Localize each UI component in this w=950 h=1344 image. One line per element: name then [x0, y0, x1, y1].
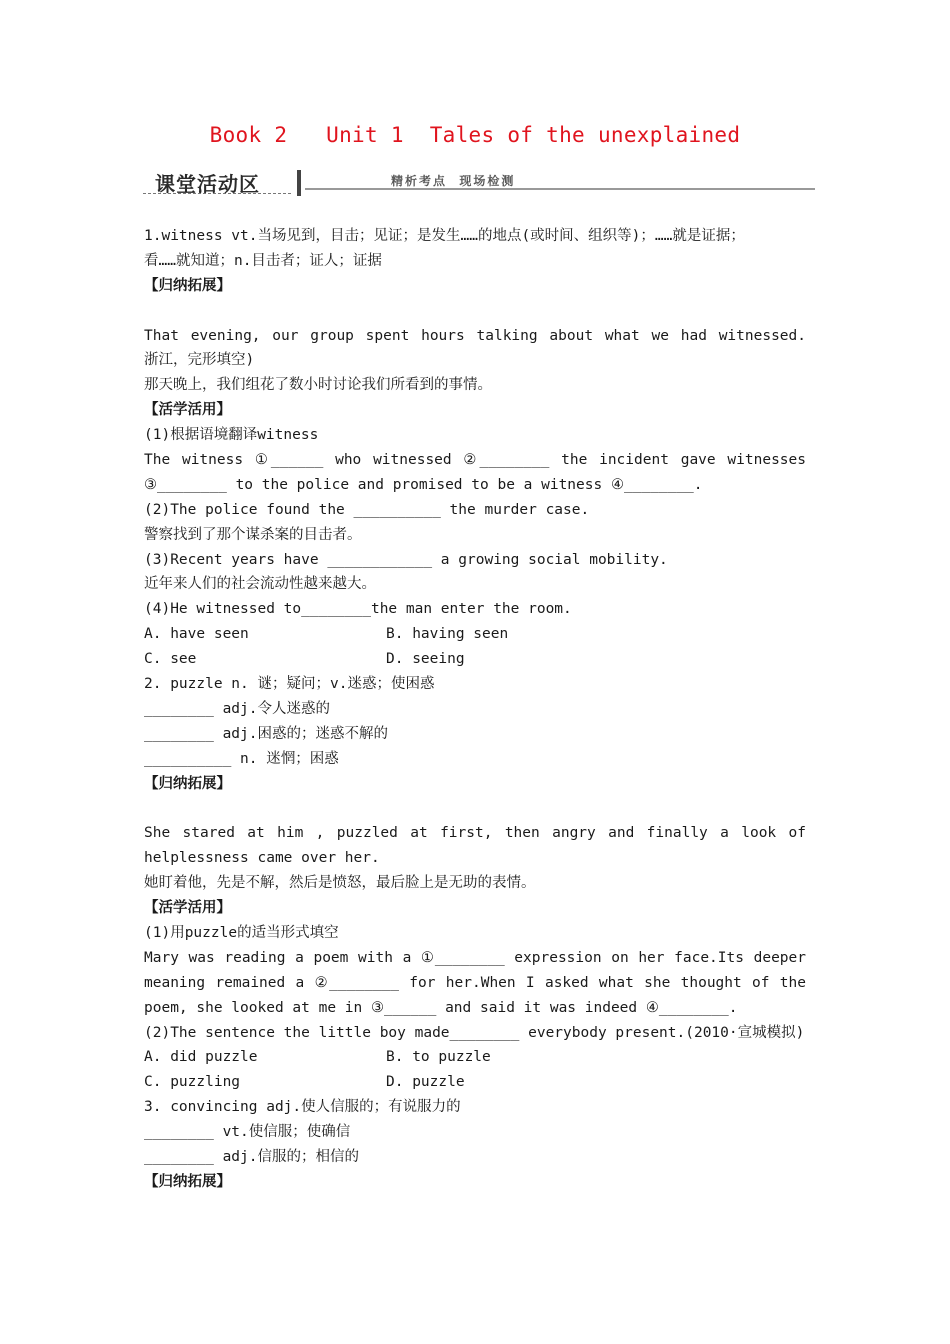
- section-heading: 【归纳拓展】: [144, 277, 231, 294]
- banner-label: 课堂活动区: [155, 172, 260, 196]
- exercise-line: meaning remained a ②________ for her.When I asked what she thought of the: [144, 974, 806, 991]
- entry-definition: 看……就知道；n.目击者；证人；证据: [144, 252, 382, 269]
- exercise-line: poem, she looked at me in ③______ and said it was indeed ④________.: [144, 999, 738, 1016]
- banner-dashed-underline: [143, 193, 291, 194]
- banner-rule: [305, 188, 815, 190]
- exercise-line: (4)He witnessed to________the man enter the room.: [144, 601, 572, 618]
- choice-option: A. have seen: [144, 626, 249, 643]
- section-heading: 【活学活用】: [144, 900, 231, 917]
- blank-line: [144, 299, 806, 324]
- choice-option: D. puzzle: [386, 1074, 465, 1091]
- exercise-line: The witness ①______ who witnessed ②________ the incident gave witnesses: [144, 452, 806, 469]
- choice-option: C. puzzling: [144, 1074, 241, 1091]
- exercise-line: (2)The sentence the little boy made________ everybody present.(2010·宣城模拟): [144, 1024, 805, 1041]
- banner-separator-bar: [297, 170, 301, 196]
- exercise-line: (3)Recent years have ____________ a growing social mobility.: [144, 551, 668, 568]
- choice-option: D. seeing: [386, 651, 465, 668]
- example-translation: 她盯着他，先是不解，然后是愤怒，最后脸上是无助的表情。: [144, 875, 536, 892]
- exercise-line: (2)The police found the __________ the murder case.: [144, 501, 590, 518]
- blank-line: [144, 796, 806, 821]
- choice-row: [144, 647, 806, 672]
- word-form-line: ________ adj.困惑的；迷惑不解的: [144, 725, 388, 742]
- banner-subtitle: 精析考点 现场检测: [391, 174, 516, 188]
- section-heading: 【归纳拓展】: [144, 775, 231, 792]
- word-form-line: ________ adj.令人迷惑的: [144, 700, 330, 717]
- section-banner: [143, 166, 815, 196]
- choice-option: B. to puzzle: [386, 1049, 491, 1066]
- section-heading: 【归纳拓展】: [144, 1173, 231, 1190]
- entry-heading: 1.witness vt.当场见到，目击；见证；是发生……的地点(或时间、组织等)；……就是证据；: [144, 228, 745, 244]
- page-title: Book 2 Unit 1 Tales of the unexplained: [209, 123, 741, 147]
- example-sentence: helplessness came over her.: [144, 850, 380, 867]
- choice-row: [144, 1070, 806, 1095]
- word-form-line: __________ n. 迷惘；困惑: [144, 750, 339, 767]
- choice-row: [144, 1045, 806, 1070]
- choice-option: C. see: [144, 651, 197, 668]
- exercise-line: ③________ to the police and promised to be a witness ④________.: [144, 476, 703, 493]
- exercise-translation: 近年来人们的社会流动性越来越大。: [144, 576, 376, 593]
- choice-row: [144, 622, 806, 647]
- entry-heading: 3. convincing adj.使人信服的；有说服力的: [144, 1099, 461, 1116]
- entry-heading: 2. puzzle n. 谜；疑问；v.迷惑；使困惑: [144, 676, 435, 693]
- document-body: [144, 224, 806, 1195]
- example-translation: 那天晚上，我们组花了数小时讨论我们所看到的事情。: [144, 377, 492, 394]
- choice-option: A. did puzzle: [144, 1049, 258, 1066]
- section-heading: 【活学活用】: [144, 402, 231, 419]
- exercise-line: Mary was reading a poem with a ①________ expression on her face.Its deeper: [144, 949, 806, 966]
- exercise-instruction: (1)用puzzle的适当形式填空: [144, 924, 339, 941]
- word-form-line: ________ vt.使信服；使确信: [144, 1124, 351, 1141]
- word-form-line: ________ adj.信服的；相信的: [144, 1148, 359, 1165]
- example-sentence: That evening, our group spent hours talking about what we had witnessed.: [144, 327, 806, 344]
- choice-option: B. having seen: [386, 626, 509, 643]
- exercise-translation: 警察找到了那个谋杀案的目击者。: [144, 526, 362, 543]
- exercise-instruction: (1)根据语境翻译witness: [144, 427, 319, 444]
- example-sentence: She stared at him , puzzled at first, then angry and finally a look of: [144, 825, 806, 842]
- example-source: 浙江，完形填空): [144, 352, 255, 369]
